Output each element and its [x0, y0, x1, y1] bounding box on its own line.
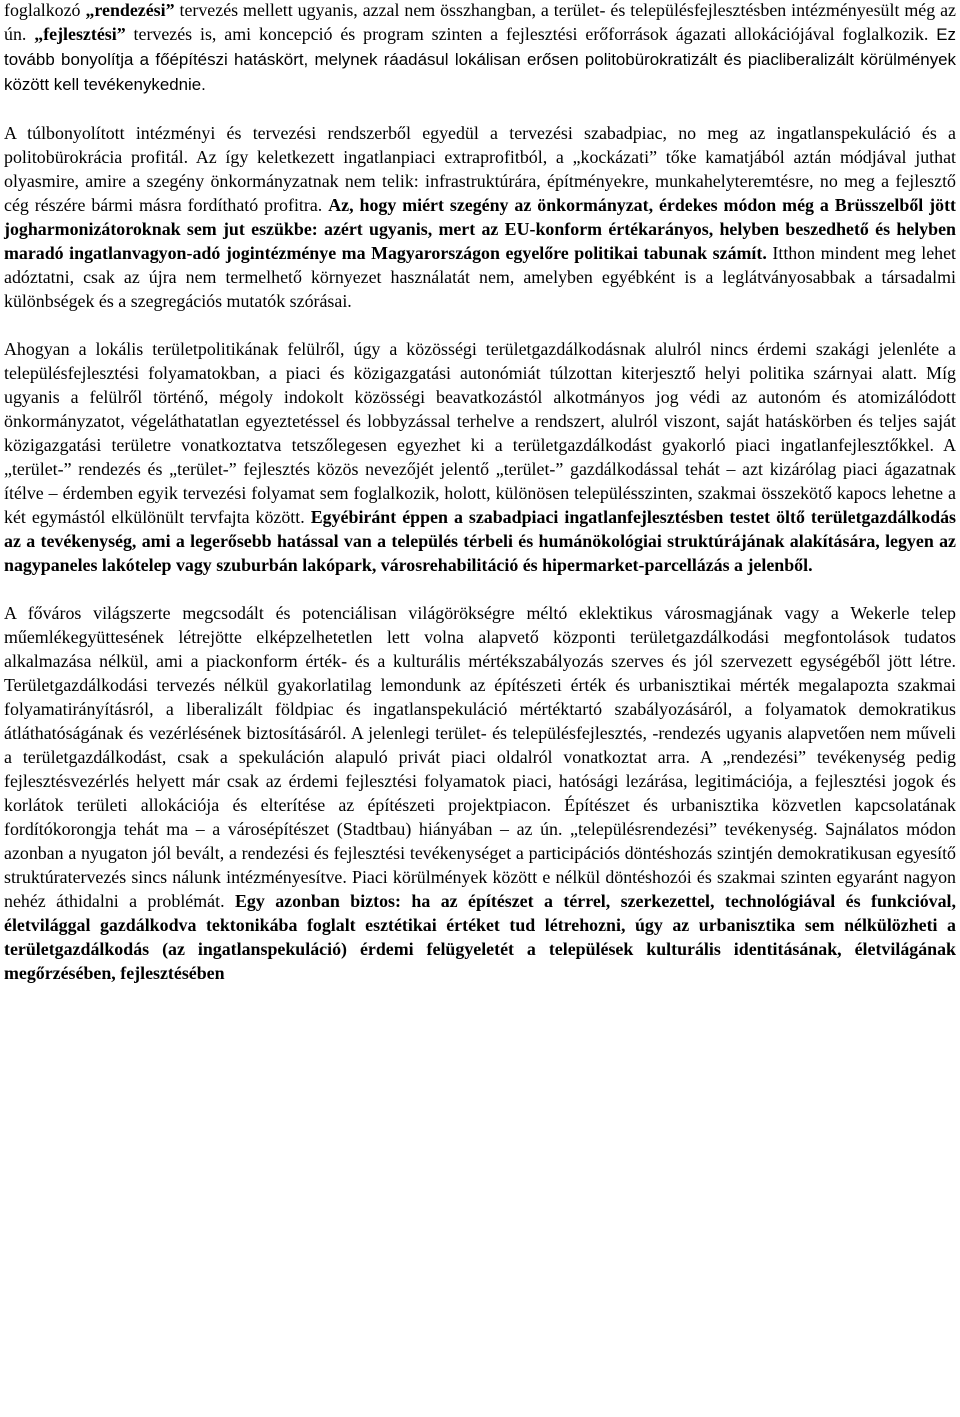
p1-text-2: „rendezési”: [85, 0, 175, 20]
paragraph-4: [4, 601, 956, 985]
p2-text-3: Az, hogy miért szegény az önkormányzat, érdekes módon még a Brüsszelből jött jogharmonizátoroknak sem jut eszükbe: azért ugyanis, mert az EU-konform értékarányos, helyben beszedhető és helyben maradó ingatlanvagyon-adó jogintézménye ma Magyarországon egyelőre politikai tabunak számít.: [4, 195, 957, 263]
p3-text-2: Egyébiránt éppen a szabadpiaci ingatlanfejlesztésben testet öltő területgazdálkodás az a tevékenység, ami a legerősebb hatással van a település térbeli és humánökológiai struktúrájának alakítására, legyen az nagypaneles lakótelep vagy szuburbán lakópark, városrehabilitáció és hipermarket-parcellázás a jelenből.: [4, 507, 957, 575]
paragraph-3: [4, 337, 956, 577]
p1-text-4: „fejlesztési”: [34, 24, 126, 44]
p4-text-1: A főváros világszerte megcsodált és potenciálisan világörökségre méltó eklektikus városmagjának vagy a Wekerle telep műemlékegyüttesének létrejötte elképzelhetetlen lett volna alapvető központi területgazdálkodási megfontolások tudatos alkalmazása nélkül, ami a piackonform érték- és a kulturális mértékszabályozás szerves és jól szervezett egységéből jött létre. Területgazdálkodási tervezés nélkül gyakorlatilag lemondunk az építészeti érték és urbanisztikai mérték megalapozta szakmai folyamatirányításról, a liberalizált földpiac és ingatlanspekuláció mértéktartó szabályozásáról, a folyamatok demokratikus átláthatóságának és vezérlésének biztosításáról. A jelenlegi terület- és településfejlesztés, -rendezés ugyanis alapvetően nem műveli a területgazdálkodást, csak a spekuláción alapuló privát piaci oldalról vonatkoztat arra. A „rendezési” tevékenység pedig fejlesztésvezérlés helyett már csak az érdemi fejlesztési folyamatok piaci, hatósági lezárása, legitimációja, a fejlesztési jogok és korlátok területi allokációja és elterítése az építészeti projektpiacon. Építészet és urbanisztika közvetlen kapcsolatának fordítókorongja tehát ma – a városépítészet (Stadtbau) hiányában – az ún. „településrendezési” tevékenység. Sajnálatos módon azonban a nyugaton jól bevált, a rendezési és fejlesztési tevékenységet a participációs döntéshozás szintjén demokratikusan egyesítő struktúratervezés sincs nálunk intézményesítve. Piaci körülmények között e nélkül döntéshozói és szakmai szinten egyaránt nagyon nehéz áthidalni a problémát.: [4, 603, 956, 911]
paragraph-2: [4, 121, 956, 313]
p1-text-3: tervezés mellett ugyanis, azzal nem összhangban, a terület- és településfejlesztésben intézményesült még az ún.: [4, 0, 956, 44]
p2-text-4: Itthon mindent meg lehet adóztatni, csak az újra nem termelhető környezet használatát nem, amelyben egyébként is a leglátványosabbak a társadalmi különbségek és a szegregációs mutatók szórásai.: [4, 243, 956, 311]
p1-text-1: foglalkozó: [4, 0, 86, 20]
document-page: [4, 0, 956, 985]
p2-text-1: A túlbonyolított intézményi és tervezési rendszerből egyedül a tervezési szabadpiac, no meg az ingatlanspekuláció és a politobürokrácia profitál.: [4, 123, 956, 167]
p1-text-5: tervezés is, ami koncepció és program szinten a fejlesztési erőforrások ágazati allokációjával foglalkozik.: [125, 24, 937, 44]
p2-text-2: Az így keletkezett ingatlanpiaci extraprofitból, a „kockázati” tőke kamatjából aztán módjával juthat olyasmire, amire a szegény önkormányzatnak nem telik: infrastruktúrára, építményekre, munkahelyteremtésre, no meg a fejlesztő cég részére bármi másra fordítható profitra.: [4, 147, 956, 215]
p3-text-1: Ahogyan a lokális területpolitikának felülről, úgy a közösségi területgazdálkodásnak alulról nincs érdemi szakági jelenléte a településfejlesztési folyamatokban, a piaci és közigazgatási autonómiát túlzottan kiterjesztő helyi politika szárnyai alatt. Míg ugyanis a felülről történő, mégoly indokolt közösségi beavatkozástól alkotmányos jog védi az autonóm és atomizálódott önkormányzatot, végeláthatatlan egyeztetéssel és lobbyzással terhelve a rendszert, alulról viszont, saját hatáskörben és teljes saját közigazgatási területre vonatkoztatva tetszőlegesen egyezhet ki a területgazdálkodást gyakorló piaci ingatlanfejlesztőkkel. A „terület-” rendezés és „terület-” fejlesztés közös nevezőjét jelentő „terület-” gazdálkodással tehát – azt kizárólag piaci ágazatnak ítélve – érdemben egyik tervezési folyamat sem foglalkozik, holott, különösen településszinten, szakmai összekötő kapocs lehetne a két egymástól elkülönült tervfajta között.: [4, 339, 956, 527]
p1-text-6: Ez tovább bonyolítja a főépítészi hatáskört, melynek ráadásul lokálisan erősen politobürokratizált és piacliberalizált körülmények között kell tevékenykednie.: [4, 25, 956, 94]
p4-text-2: Egy azonban biztos: ha az építészet a térrel, szerkezettel, technológiával és funkcióval, életvilággal gazdálkodva tektonikába foglalt esztétikai értéket tud létrehozni, úgy az urbanisztika sem nélkülözheti a területgazdálkodás (az ingatlanspekuláció) érdemi felügyeletét a települések kulturális identitásának, életvilágának megőrzésében, fejlesztésében: [4, 891, 956, 983]
paragraph-1: [4, 0, 956, 97]
